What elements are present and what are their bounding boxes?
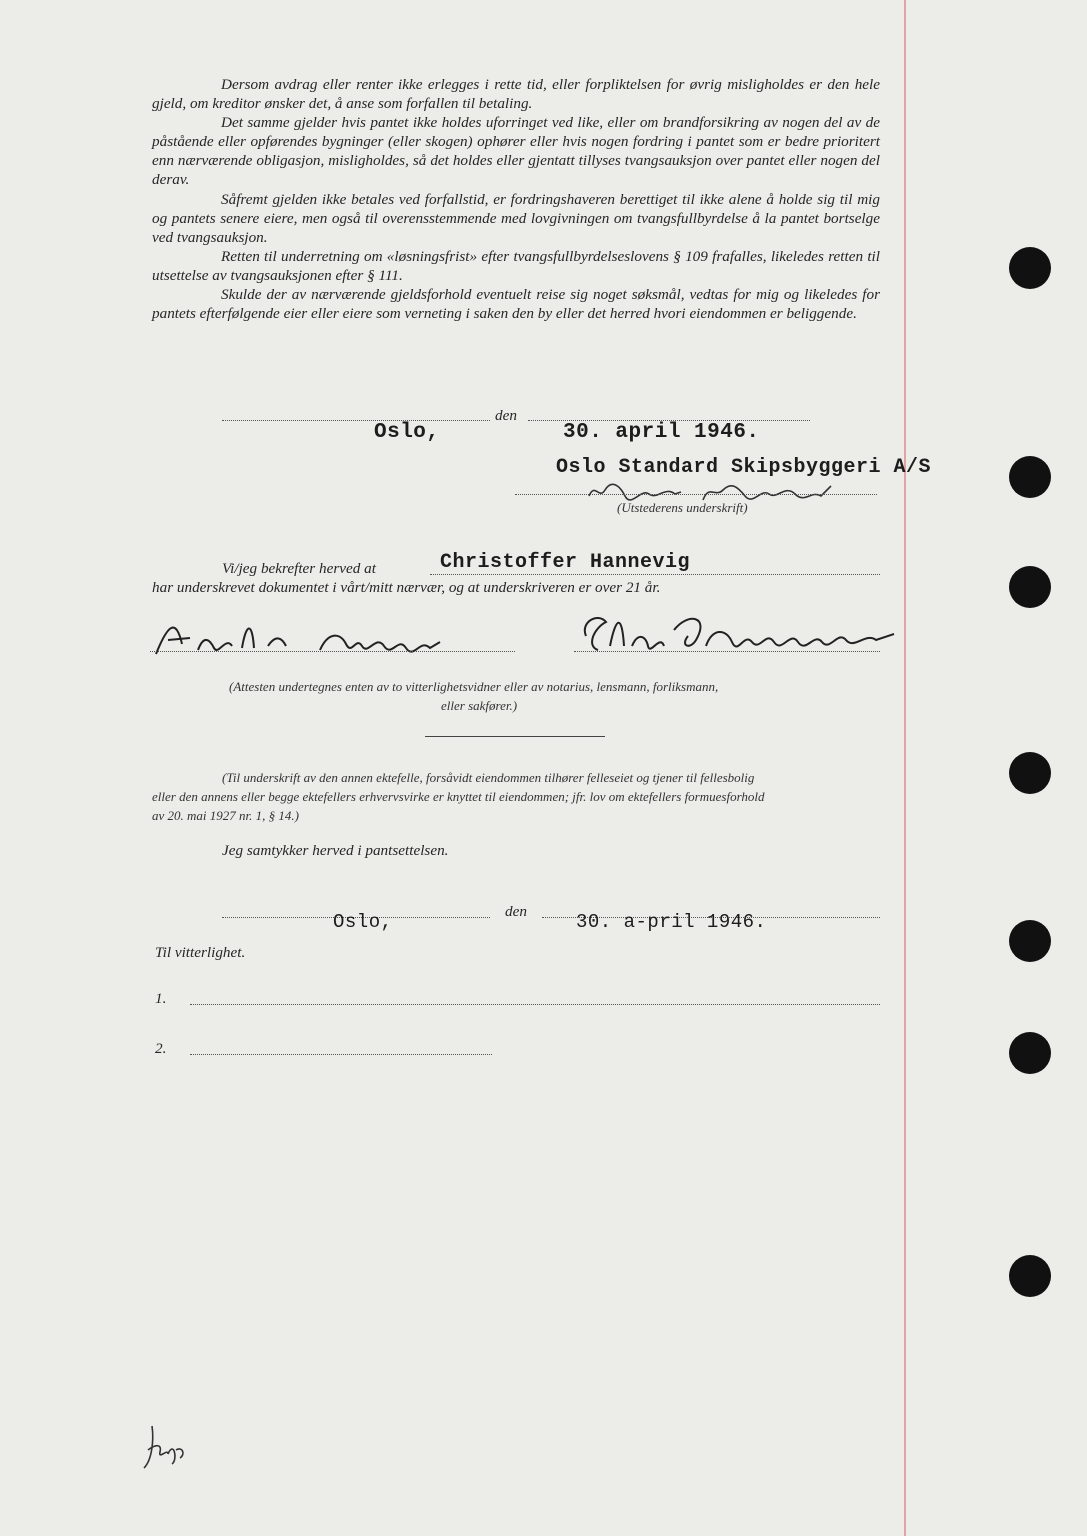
attest-note-1: (Attesten undertegnes enten av to vitterlighetsvidner eller av notarius, lensmann, forliksmann, bbox=[229, 679, 719, 694]
spouse-note-1: (Til underskrift av den annen ektefelle, forsåvidt eiendommen tilhører felleseiet og tjener til fellesbolig bbox=[222, 770, 755, 785]
margin-initials bbox=[138, 1420, 188, 1480]
attest-note-2: eller sakfører.) bbox=[441, 698, 518, 713]
terms-paragraph: Retten til underretning om «løsningsfrist» efter tvangsfullbyrdelseslovens § 109 frafalles, likeledes retten til utsettelse av tvangsauksjonen efter § 111. bbox=[152, 247, 880, 284]
witness-number: 2. bbox=[155, 1040, 167, 1057]
attest-line2: har underskrevet dokumentet i vårt/mitt nærvær, og at underskriveren er over 21 år. bbox=[152, 579, 661, 596]
punch-hole bbox=[1009, 920, 1051, 962]
place-line bbox=[222, 420, 490, 421]
consent-text: Jeg samtykker herved i pantsettelsen. bbox=[222, 842, 449, 859]
terms-paragraph: Skulde der av nærværende gjeldsforhold eventuelt reise sig noget søksmål, vedtas for mig og likeledes for pantets efterfølgende eier eller eiere som verneting i saken den by eller det herred hvori eiendommen er beliggende. bbox=[152, 286, 880, 323]
spouse-note-2: eller den annens eller begge ektefellers erhvervsvirke er knyttet til eiendommen; jfr. lov om ektefellers formuesforhold bbox=[152, 789, 765, 804]
witness-label: Til vitterlighet. bbox=[155, 944, 246, 961]
witness1-signature bbox=[150, 614, 480, 664]
consent-date: 30. a-pril 1946. bbox=[576, 911, 767, 933]
punch-hole bbox=[1009, 752, 1051, 794]
terms-paragraph: Dersom avdrag eller renter ikke erlegges i rette tid, eller forpliktelsen for øvrig misligholdes er den hele gjeld, om kreditor ønsker det, å anse som forfallen til betaling. bbox=[152, 76, 880, 113]
witness-line bbox=[190, 1004, 880, 1005]
den-label: den bbox=[495, 407, 517, 424]
issue-date: 30. april 1946. bbox=[563, 421, 760, 444]
attested-name: Christoffer Hannevig bbox=[440, 551, 691, 574]
witness-line bbox=[190, 1054, 492, 1055]
punch-hole bbox=[1009, 1032, 1051, 1074]
issue-place: Oslo, bbox=[374, 421, 440, 444]
witness1-line bbox=[150, 651, 515, 652]
attest-prefix: Vi/jeg bekrefter herved at bbox=[222, 560, 376, 577]
spouse-note-3: av 20. mai 1927 nr. 1, § 14.) bbox=[152, 808, 299, 823]
punch-hole bbox=[1009, 456, 1051, 498]
separator-rule bbox=[425, 736, 605, 737]
signature-caption: (Utstederens underskrift) bbox=[617, 500, 748, 515]
terms-paragraph: Det samme gjelder hvis pantet ikke holdes uforringet ved like, eller om brandforsikring av nogen del av de påstående eller opførendes bygninger (eller skogen) ophører eller hvis nogen fordring i pantet som er bedre prioritert enn nærværende obligasjon, misligholdes, så det holdes eller gjentatt tillyses tvangsauksjon over pantet eller nogen del derav. bbox=[152, 114, 880, 189]
issuer-signature-line bbox=[515, 494, 877, 495]
terms-text bbox=[152, 75, 880, 323]
witness2-signature bbox=[576, 606, 916, 662]
consent-place: Oslo, bbox=[333, 911, 393, 933]
red-margin-line bbox=[904, 0, 906, 1536]
company-name: Oslo Standard Skipsbyggeri A/S bbox=[556, 456, 932, 479]
attest-name-line bbox=[430, 574, 880, 575]
punch-hole bbox=[1009, 247, 1051, 289]
witness-number: 1. bbox=[155, 990, 167, 1007]
terms-paragraph: Såfremt gjelden ikke betales ved forfallstid, er fordringshaveren berettiget til ikke alene å holde sig til mig og pantets senere eiere, men også til overensstemmende med lovgivningen om tvangsfullbyrdelse å la pantet bortselge ved tvangsauksjon. bbox=[152, 190, 880, 246]
punch-hole bbox=[1009, 566, 1051, 608]
den-label: den bbox=[505, 903, 527, 920]
witness2-line bbox=[574, 651, 880, 652]
punch-hole bbox=[1009, 1255, 1051, 1297]
